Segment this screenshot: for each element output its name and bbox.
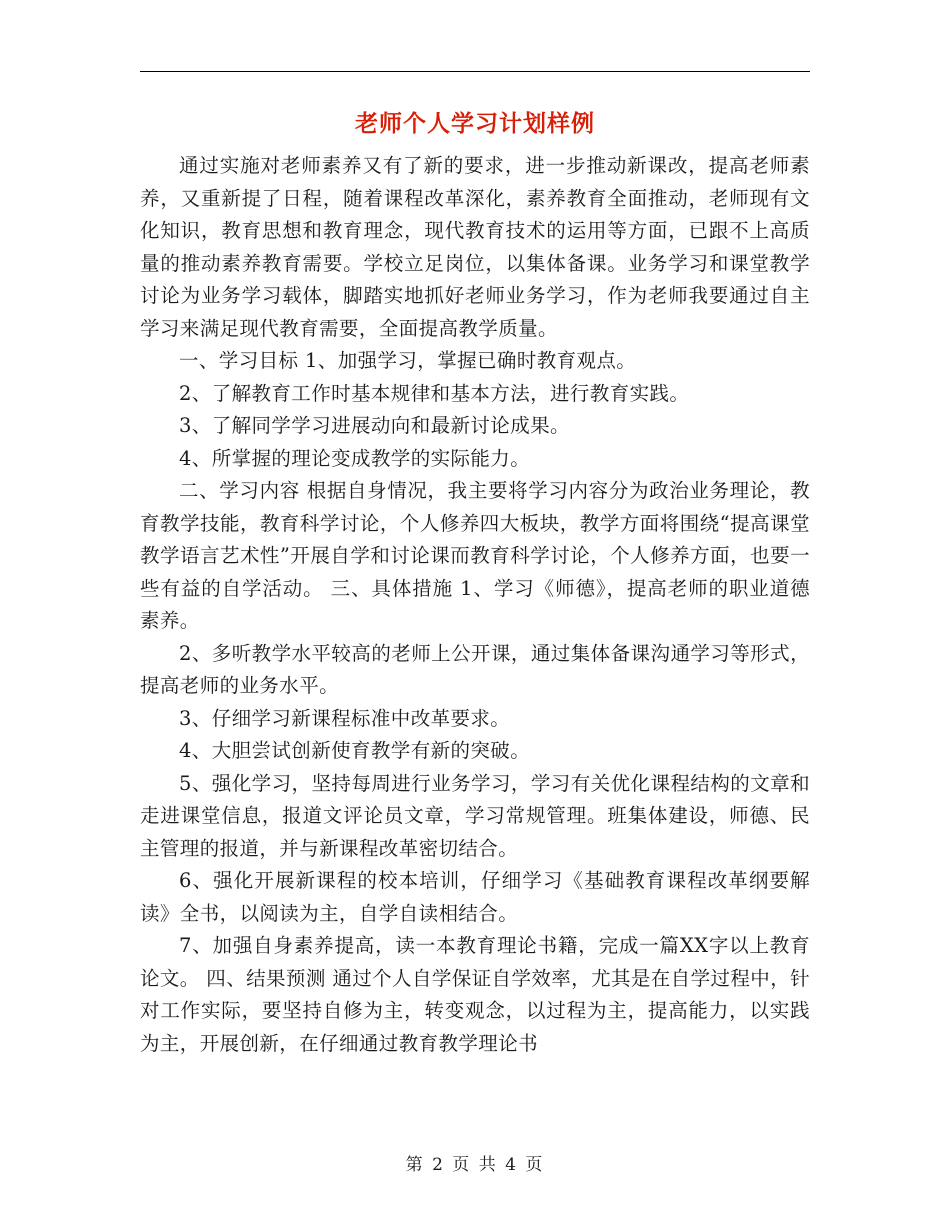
paragraph-goal-3: 3、了解同学学习进展动向和最新讨论成果。 — [179, 414, 570, 437]
document-body — [140, 150, 810, 1060]
paragraph-goal-1: 一、学习目标 1、加强学习，掌握已确时教育观点。 — [179, 349, 637, 372]
header-rule — [140, 71, 810, 72]
paragraph-measure-4: 4、大胆尝试创新使育教学有新的突破。 — [179, 739, 531, 762]
paragraph-goal-2: 2、了解教育工作时基本规律和基本方法，进行教育实践。 — [179, 381, 690, 405]
paragraph-content: 二、学习内容 根据自身情况，我主要将学习内容分为政治业务理论，教育教学技能，教育科学讨论，个人修养四大板块，教学方面将围绕“提高课堂教学语言艺术性”开展自学和讨论课而教育科学讨论，个人修养方面，也要一些有益的自学活动。 三、具体措施 1、学习《师德》，提高老师的职业道德素养。 — [140, 479, 810, 632]
paragraph-measure-3: 3、仔细学习新课程标准中改革要求。 — [179, 706, 511, 730]
paragraph-measure-5: 5、强化学习，坚持每周进行业务学习，学习有关优化课程结构的文章和走进课堂信息，报道文评论员文章，学习常规管理。班集体建设，师德、民主管理的报道，并与新课程改革密切结合。 — [140, 771, 810, 860]
paragraph-measure-2: 2、多听教学水平较高的老师上公开课，通过集体备课沟通学习等形式，提高老师的业务水平。 — [140, 641, 810, 697]
paragraph-measure-6: 6、强化开展新课程的校本培训，仔细学习《基础教育课程改革纲要解读》全书，以阅读为主，自学自读相结合。 — [140, 869, 810, 925]
paragraph-goal-4: 4、所掌握的理论变成教学的实际能力。 — [179, 446, 531, 470]
paragraph-intro: 通过实施对老师素养又有了新的要求，进一步推动新课改，提高老师素养，又重新提了日程，随着课程改革深化，素养教育全面推动，老师现有文化知识，教育思想和教育理念，现代教育技术的运用等方面，已跟不上高质量的推动素养教育需要。学校立足岗位，以集体备课。业务学习和课堂教学讨论为业务学习载体，脚踏实地抓好老师业务学习，作为老师我要通过自主学习来满足现代教育需要，全面提高教学质量。 — [140, 154, 810, 340]
document-title: 老师个人学习计划样例 — [355, 110, 595, 137]
page-number-footer: 第 2 页 共 4 页 — [405, 1155, 545, 1175]
paragraph-measure-7: 7、加强自身素养提高，读一本教育理论书籍，完成一篇XX字以上教育论文。 四、结果预测 通过个人自学保证自学效率，尤其是在自学过程中，针对工作实际，要坚持自修为主，转变观念，以过程为主，提高能力，以实践为主，开展创新，在仔细通过教育教学理论书 — [140, 934, 810, 1055]
